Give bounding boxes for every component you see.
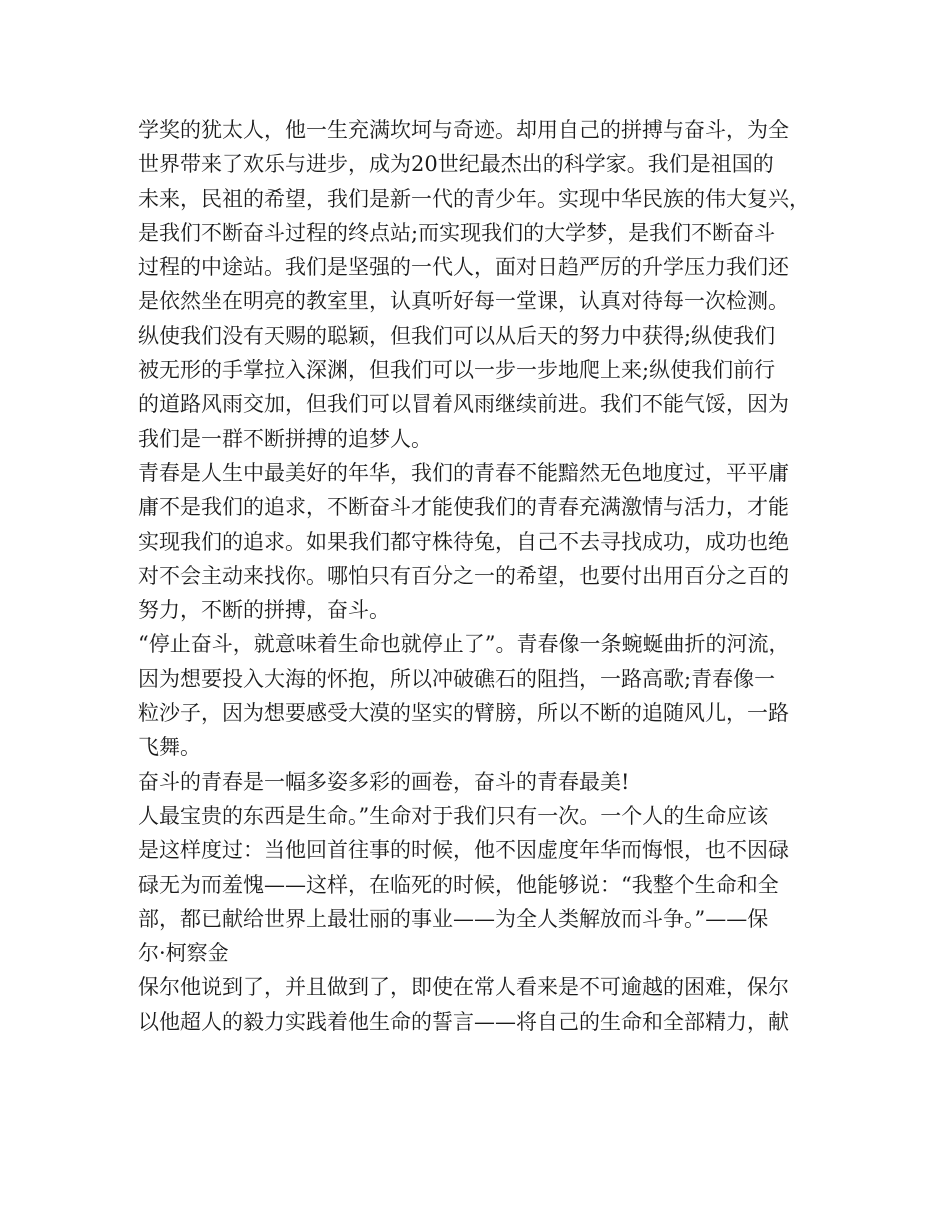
- text-line: 实现我们的追求。如果我们都守株待兔，自己不去寻找成功，成功也绝: [138, 529, 789, 554]
- text-line: 粒沙子，因为想要感受大漠的坚实的臂膀，所以不断的追随风儿，一路: [138, 701, 789, 726]
- text-line: 飞舞。: [138, 735, 201, 760]
- text-line: 尔·柯察金: [138, 941, 229, 966]
- text-line: 以他超人的毅力实践着他生命的誓言——将自己的生命和全部精力，献: [138, 1009, 789, 1034]
- text-line: 是依然坐在明亮的教室里，认真听好每一堂课，认真对待每一次检测。: [138, 289, 789, 314]
- text-line: 世界带来了欢乐与进步，成为20世纪最杰出的科学家。我们是祖国的: [138, 152, 774, 177]
- body-text: [138, 113, 828, 1039]
- text-line: 是我们不断奋斗过程的终点站;而实现我们的大学梦，是我们不断奋斗: [138, 220, 776, 245]
- text-line: 学奖的犹太人，他一生充满坎坷与奇迹。却用自己的拼搏与奋斗，为全: [138, 118, 789, 142]
- text-line: 我们是一群不断拼搏的追梦人。: [138, 426, 432, 451]
- text-line: 纵使我们没有天赐的聪颖，但我们可以从后天的努力中获得;纵使我们: [138, 323, 776, 348]
- text-line: 努力，不断的拼搏，奋斗。: [138, 598, 390, 623]
- text-line: 庸不是我们的追求，不断奋斗才能使我们的青春充满激情与活力，才能: [138, 495, 789, 520]
- text-line: 碌无为而羞愧——这样，在临死的时候，他能够说：“我整个生命和全: [138, 872, 779, 897]
- text-line: “停止奋斗，就意味着生命也就停止了”。青春像一条蜿蜒曲折的河流，: [138, 632, 790, 657]
- text-line: 过程的中途站。我们是坚强的一代人，面对日趋严厉的升学压力我们还: [138, 255, 789, 280]
- text-line: 因为想要投入大海的怀抱，所以冲破礁石的阻挡，一路高歌;青春像一: [138, 666, 776, 691]
- text-line: 青春是人生中最美好的年华，我们的青春不能黯然无色地度过，平平庸: [138, 460, 789, 485]
- text-line: 保尔他说到了，并且做到了，即使在常人看来是不可逾越的困难，保尔: [138, 975, 789, 1000]
- text-line: 是这样度过：当他回首往事的时候，他不因虚度年华而悔恨，也不因碌: [138, 838, 789, 863]
- text-line: 奋斗的青春是一幅多姿多彩的画卷，奋斗的青春最美!: [138, 769, 630, 794]
- text-line: 的道路风雨交加，但我们可以冒着风雨继续前进。我们不能气馁，因为: [138, 392, 789, 417]
- text-line: 对不会主动来找你。哪怕只有百分之一的希望，也要付出用百分之百的: [138, 563, 789, 588]
- text-line: 部，都已献给世界上最壮丽的事业——为全人类解放而斗争。”——保: [138, 906, 769, 931]
- text-line: 被无形的手掌拉入深渊，但我们可以一步一步地爬上来;纵使我们前行: [138, 358, 776, 383]
- text-line: 未来，民祖的希望，我们是新一代的青少年。实现中华民族的伟大复兴，: [138, 186, 810, 211]
- text-line: 人最宝贵的东西是生命。”生命对于我们只有一次。一个人的生命应该: [138, 803, 769, 828]
